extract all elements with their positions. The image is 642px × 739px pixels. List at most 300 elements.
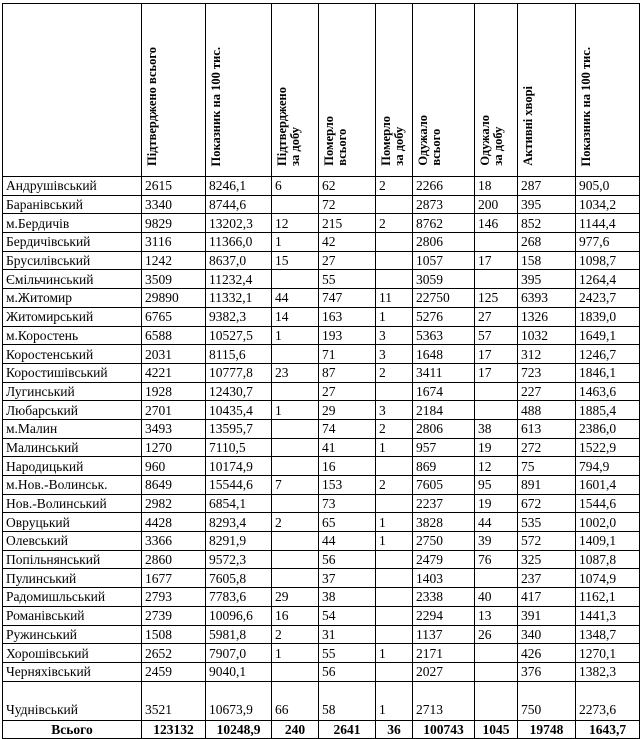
cell-died-total: 163: [319, 307, 376, 326]
total-confirmed-total: 123132: [142, 720, 206, 739]
cell-recovered-day: 95: [475, 476, 518, 495]
cell-recovered-day: [475, 270, 518, 289]
cell-died-total: 56: [319, 550, 376, 569]
cell-recovered-total: 22750: [413, 289, 475, 308]
cell-rate-per-100k: 9382,3: [206, 307, 272, 326]
cell-recovered-day: 17: [475, 363, 518, 382]
cell-district-name: Житомирський: [3, 307, 142, 326]
cell-active-cases: 1032: [518, 326, 576, 345]
cell-died-day: [376, 550, 413, 569]
cell-recovered-day: 12: [475, 457, 518, 476]
cell-recovered-day: 76: [475, 550, 518, 569]
table-row: [3, 662, 640, 681]
cell-confirmed-day: [272, 569, 319, 588]
cell-recovered-total: 2338: [413, 588, 475, 607]
cell-confirmed-total: 2860: [142, 550, 206, 569]
table-row: [3, 588, 640, 607]
cell-died-total: 71: [319, 345, 376, 364]
cell-district-name: Коростенський: [3, 345, 142, 364]
header-confirmed-total: Підтверджено всього: [142, 4, 206, 177]
cell-died-total: 193: [319, 326, 376, 345]
cell-active-rate: 1087,8: [576, 550, 640, 569]
cell-died-day: [376, 457, 413, 476]
cell-active-rate: 1246,7: [576, 345, 640, 364]
cell-confirmed-day: 15: [272, 251, 319, 270]
cell-confirmed-day: [272, 195, 319, 214]
cell-died-day: [376, 251, 413, 270]
cell-died-total: 54: [319, 606, 376, 625]
cell-recovered-total: 2479: [413, 550, 475, 569]
total-active-cases: 19748: [518, 720, 576, 739]
total-confirmed-day: 240: [272, 720, 319, 739]
table-row: [3, 382, 640, 401]
cell-recovered-day: 19: [475, 438, 518, 457]
cell-confirmed-total: 2652: [142, 644, 206, 663]
table-row: [3, 550, 640, 569]
cell-rate-per-100k: 8293,4: [206, 513, 272, 532]
cell-died-total: 58: [319, 681, 376, 720]
cell-district-name: Овруцький: [3, 513, 142, 532]
cell-recovered-total: 1137: [413, 625, 475, 644]
cell-rate-per-100k: 12430,7: [206, 382, 272, 401]
cell-recovered-total: 2184: [413, 401, 475, 420]
cell-recovered-total: 1057: [413, 251, 475, 270]
cell-active-rate: 1839,0: [576, 307, 640, 326]
cell-died-total: 74: [319, 419, 376, 438]
cell-died-day: 1: [376, 532, 413, 551]
header-active-rate-per-100k: Показник на 100 тис.: [576, 4, 640, 177]
cell-died-total: 44: [319, 532, 376, 551]
cell-died-total: 72: [319, 195, 376, 214]
cell-died-day: 11: [376, 289, 413, 308]
cell-confirmed-total: 3366: [142, 532, 206, 551]
cell-recovered-day: 38: [475, 419, 518, 438]
cell-confirmed-total: 8649: [142, 476, 206, 495]
cell-active-rate: 1463,6: [576, 382, 640, 401]
cell-active-rate: 1162,1: [576, 588, 640, 607]
table-row: [3, 513, 640, 532]
header-died-day: Померло за добу: [376, 4, 413, 177]
cell-rate-per-100k: 15544,6: [206, 476, 272, 495]
cell-confirmed-total: 2982: [142, 494, 206, 513]
cell-confirmed-day: 2: [272, 625, 319, 644]
header-row: [3, 4, 640, 177]
cell-active-cases: 672: [518, 494, 576, 513]
cell-district-name: м.Коростень: [3, 326, 142, 345]
cell-district-name: Хорошівський: [3, 644, 142, 663]
table-row: [3, 233, 640, 252]
cell-died-total: 31: [319, 625, 376, 644]
cell-recovered-day: 57: [475, 326, 518, 345]
header-recovered-day: Одужало за добу: [475, 4, 518, 177]
cell-died-total: 16: [319, 457, 376, 476]
table-row: [3, 345, 640, 364]
cell-confirmed-total: 1928: [142, 382, 206, 401]
table-row: [3, 251, 640, 270]
table-row: [3, 681, 640, 720]
cell-active-cases: 75: [518, 457, 576, 476]
cell-confirmed-day: 23: [272, 363, 319, 382]
cell-active-rate: 1098,7: [576, 251, 640, 270]
table-row: [3, 195, 640, 214]
cell-died-total: 55: [319, 644, 376, 663]
cell-active-rate: 977,6: [576, 233, 640, 252]
cell-died-day: 1: [376, 681, 413, 720]
cell-active-rate: 1144,4: [576, 214, 640, 233]
cell-active-rate: 1441,3: [576, 606, 640, 625]
cell-district-name: Ружинський: [3, 625, 142, 644]
cell-died-day: [376, 588, 413, 607]
cell-died-day: 2: [376, 419, 413, 438]
header-recovered-total: Одужало всього: [413, 4, 475, 177]
cell-recovered-total: 2171: [413, 644, 475, 663]
cell-recovered-day: [475, 401, 518, 420]
cell-rate-per-100k: 7783,6: [206, 588, 272, 607]
cell-rate-per-100k: 10174,9: [206, 457, 272, 476]
cell-active-rate: 2273,6: [576, 681, 640, 720]
cell-active-cases: 395: [518, 270, 576, 289]
cell-confirmed-total: 9829: [142, 214, 206, 233]
cell-recovered-total: 2806: [413, 233, 475, 252]
cell-confirmed-total: 2459: [142, 662, 206, 681]
cell-rate-per-100k: 8115,6: [206, 345, 272, 364]
cell-active-rate: 1382,3: [576, 662, 640, 681]
cell-active-rate: 1409,1: [576, 532, 640, 551]
cell-active-rate: 905,0: [576, 177, 640, 196]
cell-recovered-day: [475, 233, 518, 252]
cell-active-cases: 340: [518, 625, 576, 644]
cell-died-day: 1: [376, 644, 413, 663]
header-active-cases: Активні хворі: [518, 4, 576, 177]
cell-recovered-day: [475, 662, 518, 681]
table-row: [3, 532, 640, 551]
cell-confirmed-total: 3493: [142, 419, 206, 438]
table-row: [3, 419, 640, 438]
cell-active-rate: 1002,0: [576, 513, 640, 532]
header-name: [3, 4, 142, 177]
cell-active-rate: 1264,4: [576, 270, 640, 289]
cell-active-cases: 488: [518, 401, 576, 420]
cell-recovered-total: 5276: [413, 307, 475, 326]
cell-confirmed-total: 29890: [142, 289, 206, 308]
cell-confirmed-total: 1508: [142, 625, 206, 644]
cell-recovered-total: 2873: [413, 195, 475, 214]
cell-confirmed-day: [272, 438, 319, 457]
cell-died-day: [376, 662, 413, 681]
table-row: [3, 289, 640, 308]
cell-active-rate: 1846,1: [576, 363, 640, 382]
cell-recovered-day: [475, 681, 518, 720]
cell-active-cases: 891: [518, 476, 576, 495]
total-active-rate: 1643,7: [576, 720, 640, 739]
cell-died-day: 2: [376, 177, 413, 196]
cell-confirmed-day: 2: [272, 513, 319, 532]
cell-recovered-total: 2713: [413, 681, 475, 720]
table-row: [3, 214, 640, 233]
cell-active-rate: 1522,9: [576, 438, 640, 457]
cell-recovered-day: 27: [475, 307, 518, 326]
cell-confirmed-total: 3509: [142, 270, 206, 289]
cell-recovered-day: 146: [475, 214, 518, 233]
cell-active-rate: 1348,7: [576, 625, 640, 644]
header-died-total: Померло всього: [319, 4, 376, 177]
cell-confirmed-day: [272, 550, 319, 569]
cell-confirmed-total: 2739: [142, 606, 206, 625]
cell-rate-per-100k: 10527,5: [206, 326, 272, 345]
cell-active-cases: 6393: [518, 289, 576, 308]
cell-confirmed-day: [272, 345, 319, 364]
cell-died-total: 27: [319, 382, 376, 401]
cell-active-rate: 2386,0: [576, 419, 640, 438]
cell-died-total: 55: [319, 270, 376, 289]
cell-district-name: Романівський: [3, 606, 142, 625]
cell-recovered-total: 3059: [413, 270, 475, 289]
cell-rate-per-100k: 11232,4: [206, 270, 272, 289]
cell-died-total: 87: [319, 363, 376, 382]
cell-died-total: 41: [319, 438, 376, 457]
cell-active-cases: 572: [518, 532, 576, 551]
cell-district-name: Нов.-Волинський: [3, 494, 142, 513]
cell-active-cases: 227: [518, 382, 576, 401]
cell-recovered-total: 957: [413, 438, 475, 457]
cell-confirmed-total: 2615: [142, 177, 206, 196]
cell-active-cases: 237: [518, 569, 576, 588]
cell-confirmed-day: [272, 662, 319, 681]
cell-rate-per-100k: 6854,1: [206, 494, 272, 513]
cell-confirmed-day: [272, 382, 319, 401]
cell-confirmed-total: 1242: [142, 251, 206, 270]
table-row: [3, 401, 640, 420]
cell-confirmed-day: 16: [272, 606, 319, 625]
cell-active-cases: 750: [518, 681, 576, 720]
cell-died-total: 62: [319, 177, 376, 196]
cell-rate-per-100k: 10777,8: [206, 363, 272, 382]
cell-rate-per-100k: 9572,3: [206, 550, 272, 569]
cell-active-rate: 1544,6: [576, 494, 640, 513]
cell-confirmed-day: 1: [272, 233, 319, 252]
cell-district-name: Брусилівський: [3, 251, 142, 270]
cell-district-name: Бердичівський: [3, 233, 142, 252]
cell-district-name: м.Нов.-Волинськ.: [3, 476, 142, 495]
cell-died-total: 27: [319, 251, 376, 270]
cell-died-total: 73: [319, 494, 376, 513]
cell-district-name: Лугинський: [3, 382, 142, 401]
cell-rate-per-100k: 7907,0: [206, 644, 272, 663]
cell-confirmed-total: 4428: [142, 513, 206, 532]
cell-active-cases: 852: [518, 214, 576, 233]
cell-recovered-total: 3411: [413, 363, 475, 382]
cell-district-name: Коростишівський: [3, 363, 142, 382]
table-row: [3, 476, 640, 495]
cell-confirmed-day: 1: [272, 644, 319, 663]
cell-died-day: [376, 382, 413, 401]
cell-recovered-total: 5363: [413, 326, 475, 345]
total-died-day: 36: [376, 720, 413, 739]
cell-active-rate: 1270,1: [576, 644, 640, 663]
cell-died-day: 2: [376, 476, 413, 495]
cell-rate-per-100k: 11366,0: [206, 233, 272, 252]
cell-active-cases: 312: [518, 345, 576, 364]
header-confirmed-day: Підтверджено за добу: [272, 4, 319, 177]
cell-recovered-total: 2237: [413, 494, 475, 513]
cell-died-total: 37: [319, 569, 376, 588]
cell-recovered-total: 2750: [413, 532, 475, 551]
cell-died-total: 42: [319, 233, 376, 252]
cell-district-name: Народицький: [3, 457, 142, 476]
cell-confirmed-total: 2701: [142, 401, 206, 420]
table-row: [3, 177, 640, 196]
total-recovered-total: 100743: [413, 720, 475, 739]
cell-recovered-day: 18: [475, 177, 518, 196]
cell-district-name: м.Бердичів: [3, 214, 142, 233]
cell-district-name: Пулинський: [3, 569, 142, 588]
cell-confirmed-day: [272, 270, 319, 289]
cell-recovered-day: [475, 644, 518, 663]
cell-rate-per-100k: 8246,1: [206, 177, 272, 196]
cell-recovered-total: 2806: [413, 419, 475, 438]
cell-active-cases: 613: [518, 419, 576, 438]
total-row: [3, 720, 640, 739]
cell-confirmed-total: 960: [142, 457, 206, 476]
cell-active-rate: 1074,9: [576, 569, 640, 588]
cell-recovered-day: 40: [475, 588, 518, 607]
cell-confirmed-day: 66: [272, 681, 319, 720]
cell-died-day: 3: [376, 345, 413, 364]
cell-active-rate: 2423,7: [576, 289, 640, 308]
cell-died-day: 2: [376, 363, 413, 382]
cell-rate-per-100k: 10673,9: [206, 681, 272, 720]
cell-confirmed-total: 1270: [142, 438, 206, 457]
table-row: [3, 644, 640, 663]
cell-died-day: [376, 625, 413, 644]
cell-recovered-total: 2266: [413, 177, 475, 196]
cell-recovered-day: 26: [475, 625, 518, 644]
cell-rate-per-100k: 5981,8: [206, 625, 272, 644]
cell-active-cases: 1326: [518, 307, 576, 326]
table-row: [3, 457, 640, 476]
cell-died-day: [376, 569, 413, 588]
cell-confirmed-day: [272, 457, 319, 476]
cell-confirmed-day: 44: [272, 289, 319, 308]
cell-rate-per-100k: 8744,6: [206, 195, 272, 214]
cell-active-rate: 794,9: [576, 457, 640, 476]
cell-active-cases: 325: [518, 550, 576, 569]
cell-active-cases: 723: [518, 363, 576, 382]
cell-died-day: 1: [376, 307, 413, 326]
cell-confirmed-total: 6588: [142, 326, 206, 345]
cell-active-cases: 272: [518, 438, 576, 457]
cell-district-name: Попільнянський: [3, 550, 142, 569]
cell-district-name: Радомишльський: [3, 588, 142, 607]
cell-died-day: 3: [376, 326, 413, 345]
cell-recovered-day: 44: [475, 513, 518, 532]
cell-died-day: 1: [376, 513, 413, 532]
cell-confirmed-day: 7: [272, 476, 319, 495]
cell-active-rate: 1601,4: [576, 476, 640, 495]
cell-district-name: Андрушівський: [3, 177, 142, 196]
cell-recovered-total: 2027: [413, 662, 475, 681]
cell-active-cases: 535: [518, 513, 576, 532]
cell-active-cases: 395: [518, 195, 576, 214]
cell-active-cases: 391: [518, 606, 576, 625]
cell-district-name: Чуднівський: [3, 681, 142, 720]
cell-active-cases: 376: [518, 662, 576, 681]
cell-died-total: 65: [319, 513, 376, 532]
cell-recovered-total: 7605: [413, 476, 475, 495]
cell-recovered-day: [475, 382, 518, 401]
cell-rate-per-100k: 10096,6: [206, 606, 272, 625]
table-row: [3, 625, 640, 644]
cell-recovered-total: 1674: [413, 382, 475, 401]
cell-recovered-total: 1648: [413, 345, 475, 364]
cell-confirmed-total: 6765: [142, 307, 206, 326]
cell-district-name: м.Малин: [3, 419, 142, 438]
cell-confirmed-total: 3521: [142, 681, 206, 720]
header-rate-per-100k: Показник на 100 тис.: [206, 4, 272, 177]
cell-district-name: Малинський: [3, 438, 142, 457]
cell-rate-per-100k: 8291,9: [206, 532, 272, 551]
cell-confirmed-total: 3116: [142, 233, 206, 252]
cell-recovered-total: 1403: [413, 569, 475, 588]
cell-district-name: Любарський: [3, 401, 142, 420]
cell-recovered-total: 2294: [413, 606, 475, 625]
table-row: [3, 363, 640, 382]
cell-active-cases: 268: [518, 233, 576, 252]
cell-active-rate: 1649,1: [576, 326, 640, 345]
cell-died-day: 2: [376, 214, 413, 233]
cell-died-total: 747: [319, 289, 376, 308]
cell-rate-per-100k: 9040,1: [206, 662, 272, 681]
cell-died-day: [376, 195, 413, 214]
cell-died-day: 1: [376, 438, 413, 457]
cell-confirmed-day: 1: [272, 401, 319, 420]
cell-confirmed-total: 1677: [142, 569, 206, 588]
cell-confirmed-total: 2031: [142, 345, 206, 364]
cell-died-day: [376, 606, 413, 625]
table-row: [3, 326, 640, 345]
cell-confirmed-day: 29: [272, 588, 319, 607]
cell-recovered-day: 17: [475, 251, 518, 270]
cell-recovered-total: 8762: [413, 214, 475, 233]
cell-died-day: 3: [376, 401, 413, 420]
total-rate-per-100k: 10248,9: [206, 720, 272, 739]
cell-died-total: 38: [319, 588, 376, 607]
cell-confirmed-day: 1: [272, 326, 319, 345]
cell-rate-per-100k: 7605,8: [206, 569, 272, 588]
cell-district-name: м.Житомир: [3, 289, 142, 308]
cell-died-total: 215: [319, 214, 376, 233]
table-row: [3, 569, 640, 588]
cell-confirmed-day: [272, 494, 319, 513]
cell-rate-per-100k: 8637,0: [206, 251, 272, 270]
cell-confirmed-total: 4221: [142, 363, 206, 382]
cell-died-day: [376, 494, 413, 513]
table-row: [3, 307, 640, 326]
cell-confirmed-day: 6: [272, 177, 319, 196]
cell-recovered-day: 39: [475, 532, 518, 551]
cell-district-name: Баранівський: [3, 195, 142, 214]
cell-rate-per-100k: 7110,5: [206, 438, 272, 457]
cell-died-total: 153: [319, 476, 376, 495]
cell-died-day: [376, 270, 413, 289]
covid-stats-table: [2, 3, 640, 739]
cell-died-total: 56: [319, 662, 376, 681]
cell-recovered-total: 3828: [413, 513, 475, 532]
cell-recovered-day: 13: [475, 606, 518, 625]
cell-recovered-day: 19: [475, 494, 518, 513]
cell-active-cases: 417: [518, 588, 576, 607]
cell-died-day: [376, 233, 413, 252]
